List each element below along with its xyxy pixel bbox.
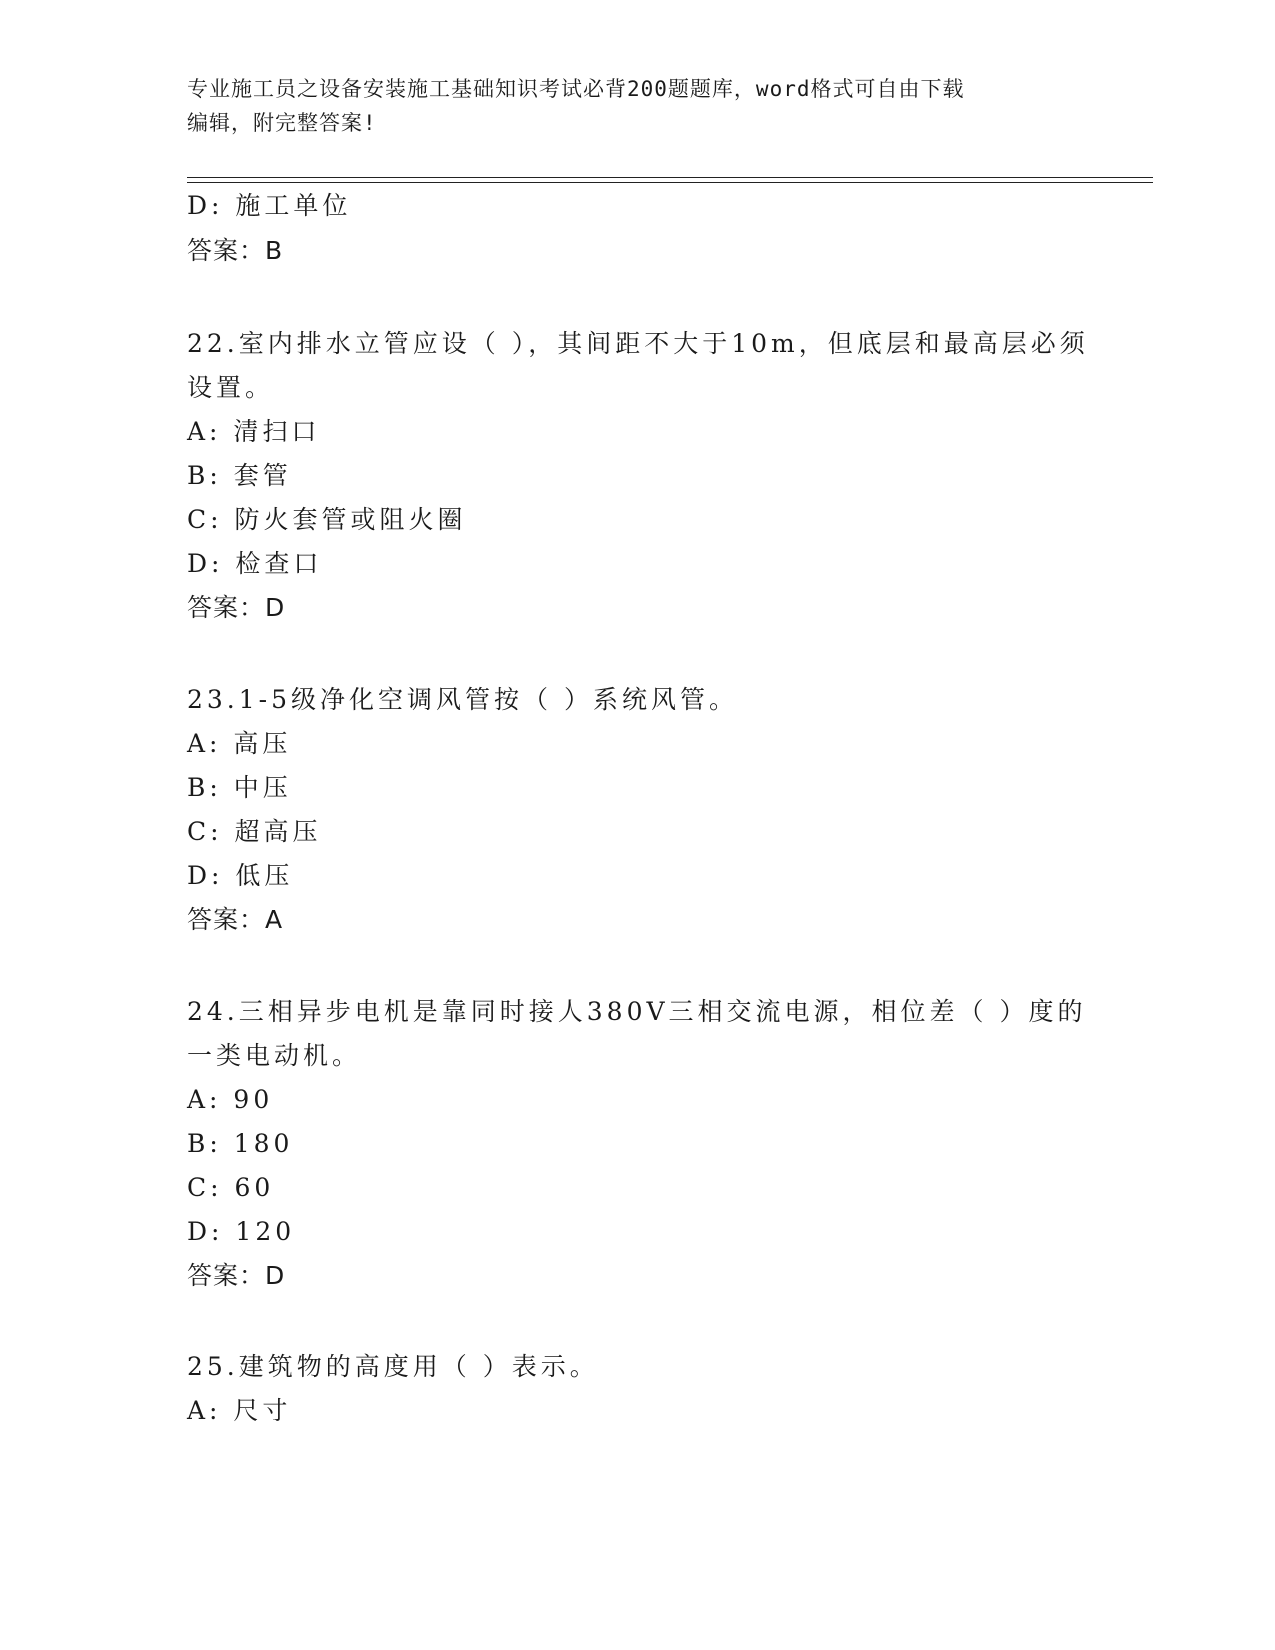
header-divider-top [187, 177, 1153, 178]
q24-stem-line1: 24.三相异步电机是靠同时接人380V三相交流电源，相位差（ ）度的 [187, 997, 1087, 1026]
document-header [187, 72, 1087, 140]
q23-answer: 答案：A [187, 905, 284, 934]
q25-stem-line1: 25.建筑物的高度用（ ）表示。 [187, 1352, 599, 1381]
q22-stem-line2: 设置。 [187, 373, 275, 402]
q22-answer: 答案：D [187, 593, 286, 622]
q24-option-c: C: 60 [187, 1173, 275, 1202]
q25-option-a: A: 尺寸 [187, 1396, 292, 1425]
header-title-line1: 专业施工员之设备安装施工基础知识考试必背200题题库，word格式可自由下载 [187, 77, 965, 101]
q22-stem-line1: 22.室内排水立管应设（ ），其间距不大于10m，但底层和最高层必须 [187, 329, 1089, 358]
q24-option-a: A: 90 [187, 1085, 274, 1114]
q23-option-b: B: 中压 [187, 773, 292, 802]
q22-option-d: D: 检查口 [187, 549, 323, 578]
q24-option-b: B: 180 [187, 1129, 294, 1158]
q24-option-d: D: 120 [187, 1217, 296, 1246]
header-divider-bottom [187, 182, 1153, 183]
q23-option-d: D: 低压 [187, 861, 294, 890]
q23-option-a: A: 高压 [187, 729, 292, 758]
q24-stem-line2: 一类电动机。 [187, 1041, 362, 1070]
q22-option-a: A: 清扫口 [187, 417, 321, 446]
header-title-line2: 编辑，附完整答案! [187, 111, 377, 135]
q24-answer: 答案：D [187, 1261, 286, 1290]
q22-option-b: B: 套管 [187, 461, 292, 490]
q23-option-c: C: 超高压 [187, 817, 322, 846]
q21-option-d: D: 施工单位 [187, 191, 352, 220]
q21-answer: 答案：B [187, 236, 284, 265]
q23-stem-line1: 23.1-5级净化空调风管按（ ）系统风管。 [187, 685, 738, 714]
q22-option-c: C: 防火套管或阻火圈 [187, 505, 467, 534]
